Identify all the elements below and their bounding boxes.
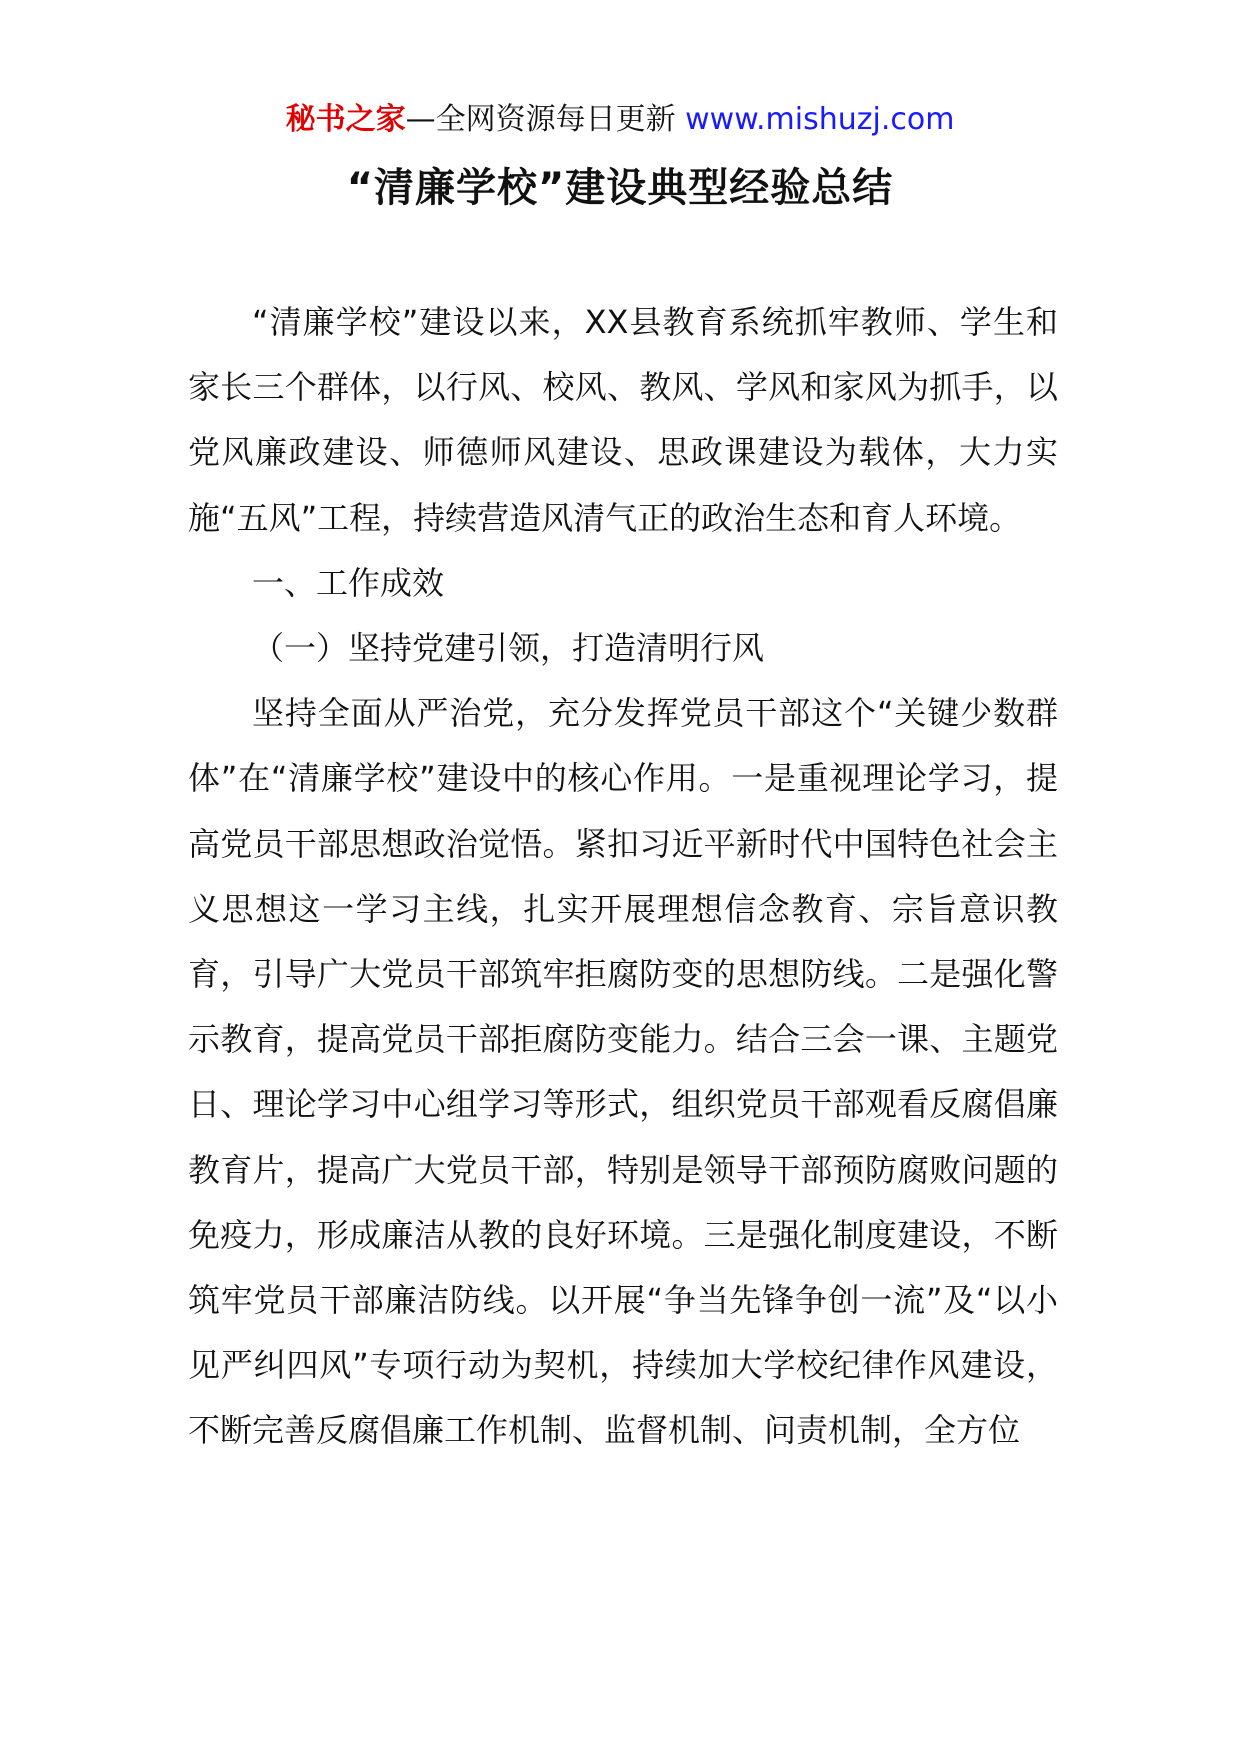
intro-paragraph: “清廉学校”建设以来，XX县教育系统抓牢教师、学生和家长三个群体，以行风、校风、教风、学风和家风为抓手，以党风廉政建设、师德师风建设、思政课建设为载体，大力实施“五风”工程，持续营造风清气正的政治生态和育人环境。 xyxy=(188,303,1058,537)
subsection-heading: （一）坚持党建引领，打造清明行风 xyxy=(252,629,765,668)
section-heading: 一、工作成效 xyxy=(252,563,445,602)
site-url-link[interactable]: www.mishuzj.com xyxy=(685,102,955,137)
document-title: “清廉学校”建设典型经验总结 xyxy=(346,165,894,211)
site-tagline: —全网资源每日更新 xyxy=(405,102,686,137)
document-body xyxy=(188,290,1058,1464)
site-brand: 秘书之家 xyxy=(285,102,406,137)
site-header xyxy=(0,100,1240,140)
body-paragraph: 坚持全面从严治党，充分发挥党员干部这个“关键少数群体”在“清廉学校”建设中的核心作用。一是重视理论学习，提高党员干部思想政治觉悟。紧扣习近平新时代中国特色社会主义思想这一学习主线，扎实开展理想信念教育、宗旨意识教育，引导广大党员干部筑牢拒腐防变的思想防线。二是强化警示教育，提高党员干部拒腐防变能力。结合三会一课、主题党日、理论学习中心组学习等形式，组织党员干部观看反腐倡廉教育片，提高广大党员干部，特别是领导干部预防腐败问题的免疫力，形成廉洁从教的良好环境。三是强化制度建设，不断筑牢党员干部廉洁防线。以开展“争当先锋争创一流”及“以小见严纠四风”专项行动为契机，持续加大学校纪律作风建设，不断完善反腐倡廉工作机制、监督机制、问责机制，全方位 xyxy=(188,694,1058,1450)
